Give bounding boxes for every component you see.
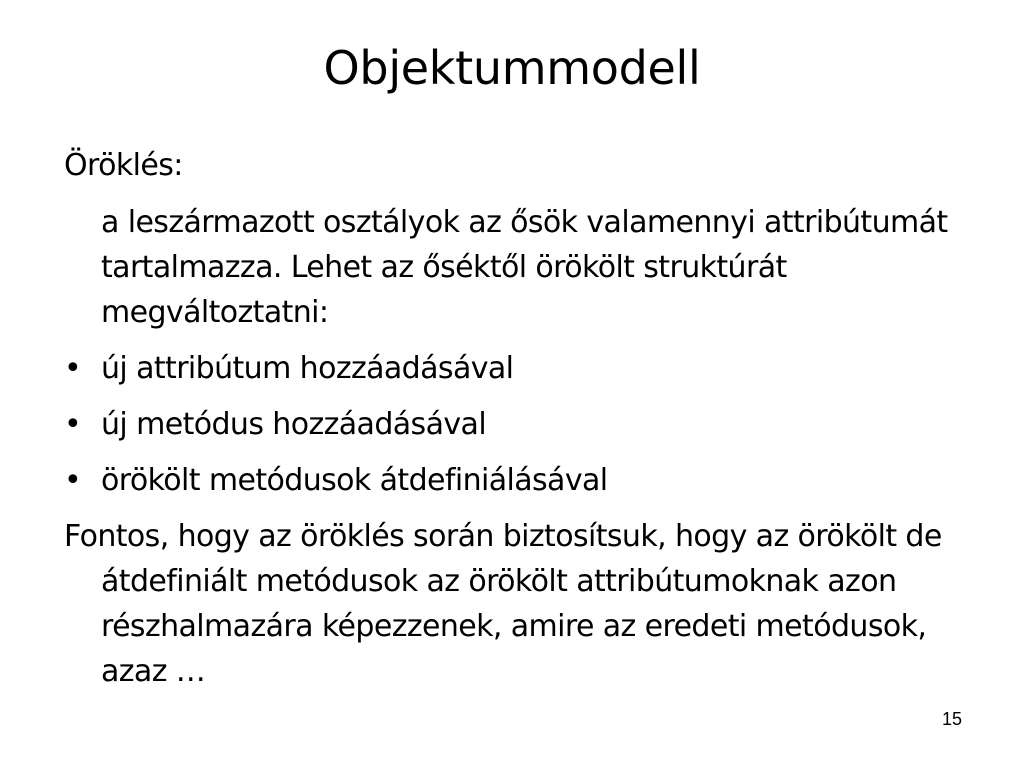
closing-paragraph: Fontos, hogy az öröklés során biztosítsuk, hogy az örökölt de átdefiniált metódusok az örökölt attribútumoknak azon részhalmazára képezzenek, amire az eredeti metódusok, azaz … — [64, 519, 942, 689]
bullet-icon: • — [64, 351, 82, 386]
intro-paragraph: a leszármazott osztályok az ősök valamennyi attribútumát tartalmazza. Lehet az őséktől örökölt struktúrát megváltoztatni: — [101, 205, 948, 330]
slide-number: 15 — [941, 709, 962, 729]
slide-body — [64, 143, 964, 694]
bullet-text: új metódus hozzáadásával — [101, 407, 487, 442]
bullet-text: új attribútum hozzáadásával — [101, 351, 514, 386]
bullet-item — [64, 458, 964, 503]
bullet-text: örökölt metódusok átdefiniálásával — [101, 463, 608, 498]
slide-title: Objektummodell — [323, 41, 701, 95]
bullet-icon: • — [64, 463, 82, 498]
bullet-item — [64, 346, 964, 391]
bullet-item — [64, 402, 964, 447]
bullet-icon: • — [64, 407, 82, 442]
section-heading: Öröklés: — [64, 148, 183, 183]
